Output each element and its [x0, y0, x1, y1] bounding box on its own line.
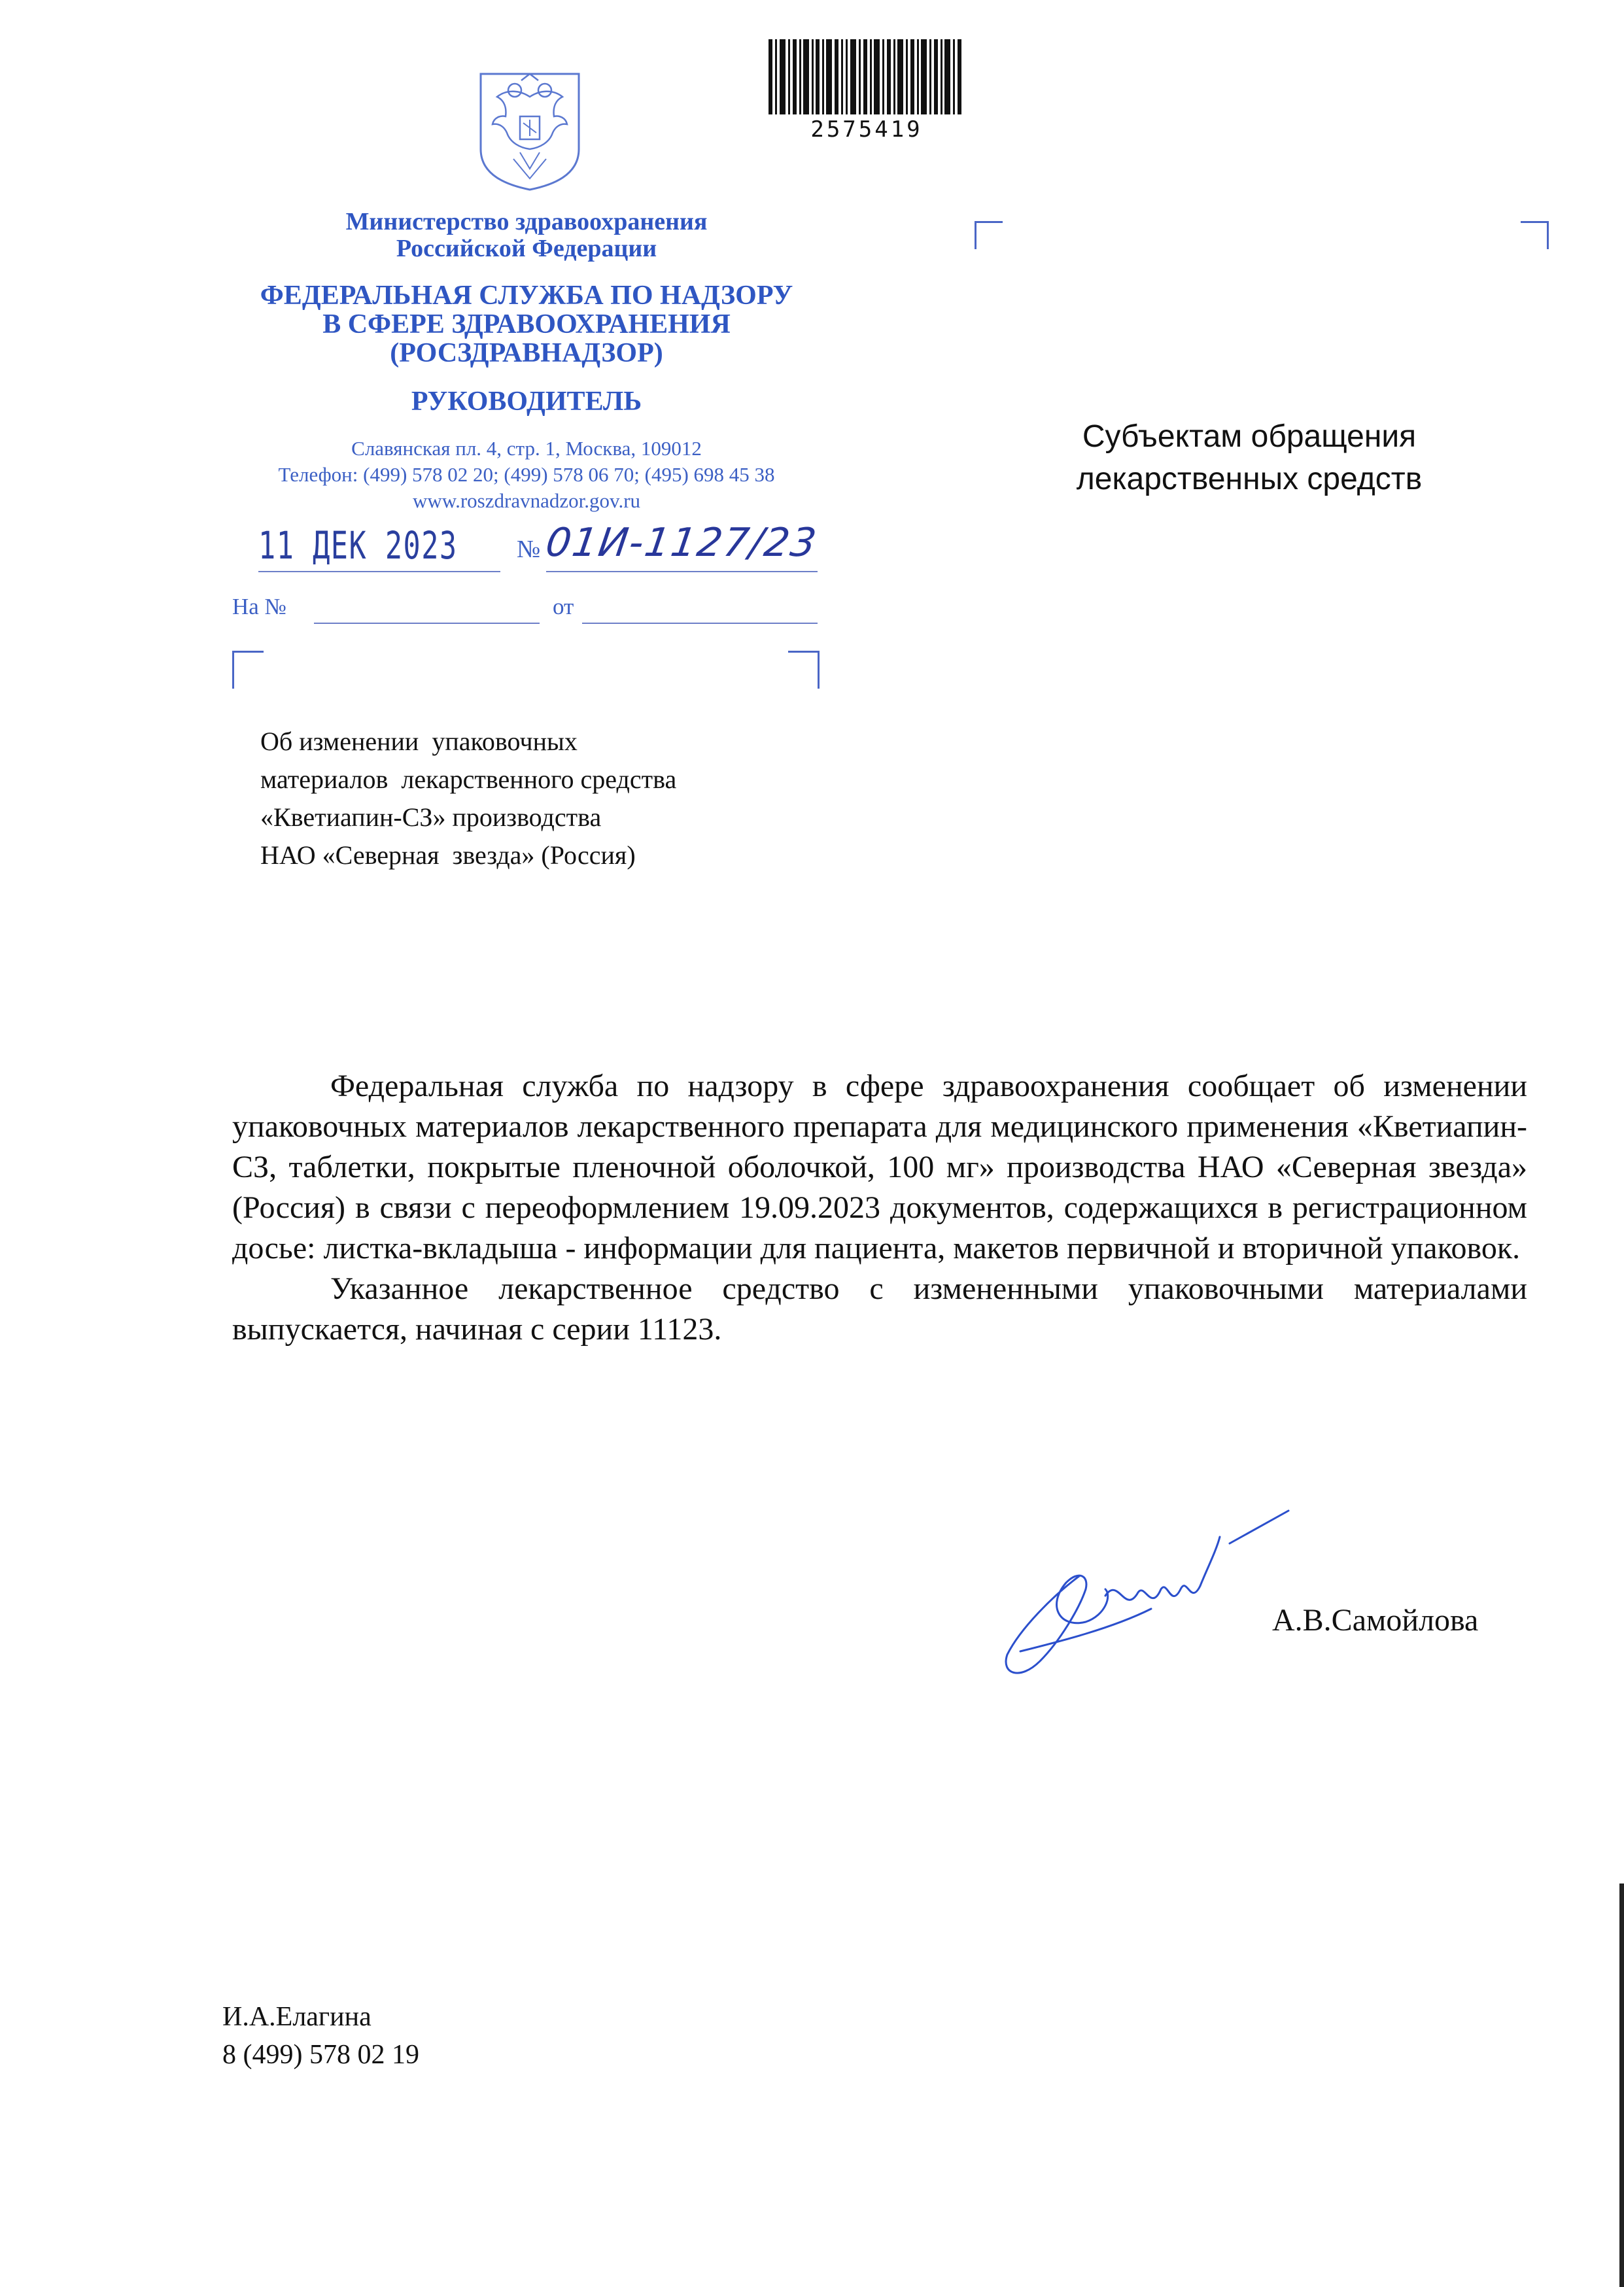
service-name-line2: В СФЕРЕ ЗДРАВООХРАНЕНИЯ: [322, 309, 731, 339]
recipient-line2: лекарственных средств: [1076, 462, 1423, 496]
barcode: [769, 39, 965, 124]
registration-date-underline: [258, 571, 500, 572]
executor-phone: 8 (499) 578 02 19: [222, 2040, 419, 2070]
registration-date-stamp: 11 ДЕК 2023: [258, 523, 458, 568]
address-corner-top-left: [975, 221, 1003, 249]
signer-name: А.В.Самойлова: [1272, 1603, 1479, 1638]
letter-body: [232, 1066, 1527, 1350]
registration-number: 01И-1127/23: [543, 520, 821, 566]
service-name-line3: (РОСЗДРАВНАДЗОР): [390, 338, 663, 368]
service-name-line1: ФЕДЕРАЛЬНАЯ СЛУЖБА ПО НАДЗОРУ: [260, 281, 793, 311]
recipient-line1: Субъектам обращения: [1082, 419, 1417, 454]
barcode-number: 2575419: [769, 116, 965, 143]
head-title: РУКОВОДИТЕЛЬ: [411, 387, 642, 417]
registration-number-underline: [546, 571, 818, 572]
executor-name: И.А.Елагина: [222, 2002, 371, 2032]
reference-number-label: На №: [232, 594, 286, 619]
address-corner-top-right: [1521, 221, 1549, 249]
subject-line2: материалов лекарственного средства: [260, 765, 677, 794]
reference-date-label: от: [553, 594, 574, 619]
ministry-name-line1: Министерство здравоохранения: [345, 208, 708, 235]
letterhead-website: www.roszdravnadzor.gov.ru: [412, 489, 641, 512]
ministry-name-line2: Российской Федерации: [396, 235, 657, 262]
russian-coat-of-arms-icon: [474, 71, 585, 192]
subject-corner-top-left: [232, 651, 264, 689]
reference-date-blank: [582, 623, 818, 624]
subject-line4: НАО «Северная звезда» (Россия): [260, 840, 636, 870]
subject-line1: Об изменении упаковочных: [260, 727, 578, 756]
scan-edge-shadow: [1619, 1883, 1624, 2287]
body-paragraph-2: Указанное лекарственное средство с измененными упаковочными материалами выпускается, начиная с серии 11123.: [232, 1271, 1527, 1347]
subject-corner-top-right: [788, 651, 820, 689]
letterhead-address: Славянская пл. 4, стр. 1, Москва, 109012: [351, 437, 702, 460]
subject-line3: «Кветиапин-СЗ» производства: [260, 802, 602, 832]
reference-number-blank: [314, 623, 540, 624]
handwritten-signature: [981, 1498, 1321, 1694]
registration-number-label: №: [517, 536, 541, 563]
letterhead-phones: Телефон: (499) 578 02 20; (499) 578 06 70; (495) 698 45 38: [278, 463, 775, 486]
body-paragraph-1: Федеральная служба по надзору в сфере здравоохранения сообщает об изменении упаковочных материалов лекарственного препарата для медицинского применения «Кветиапин-СЗ, таблетки, покрытые пленочной оболочкой, 100 мг» производства НАО «Северная звезда» (Россия) в связи с переоформлением 19.09.2023 документов, содержащихся в регистрационном досье: листка-вкладыша - информации для пациента, макетов первичной и вторичной упаковок.: [232, 1069, 1527, 1265]
